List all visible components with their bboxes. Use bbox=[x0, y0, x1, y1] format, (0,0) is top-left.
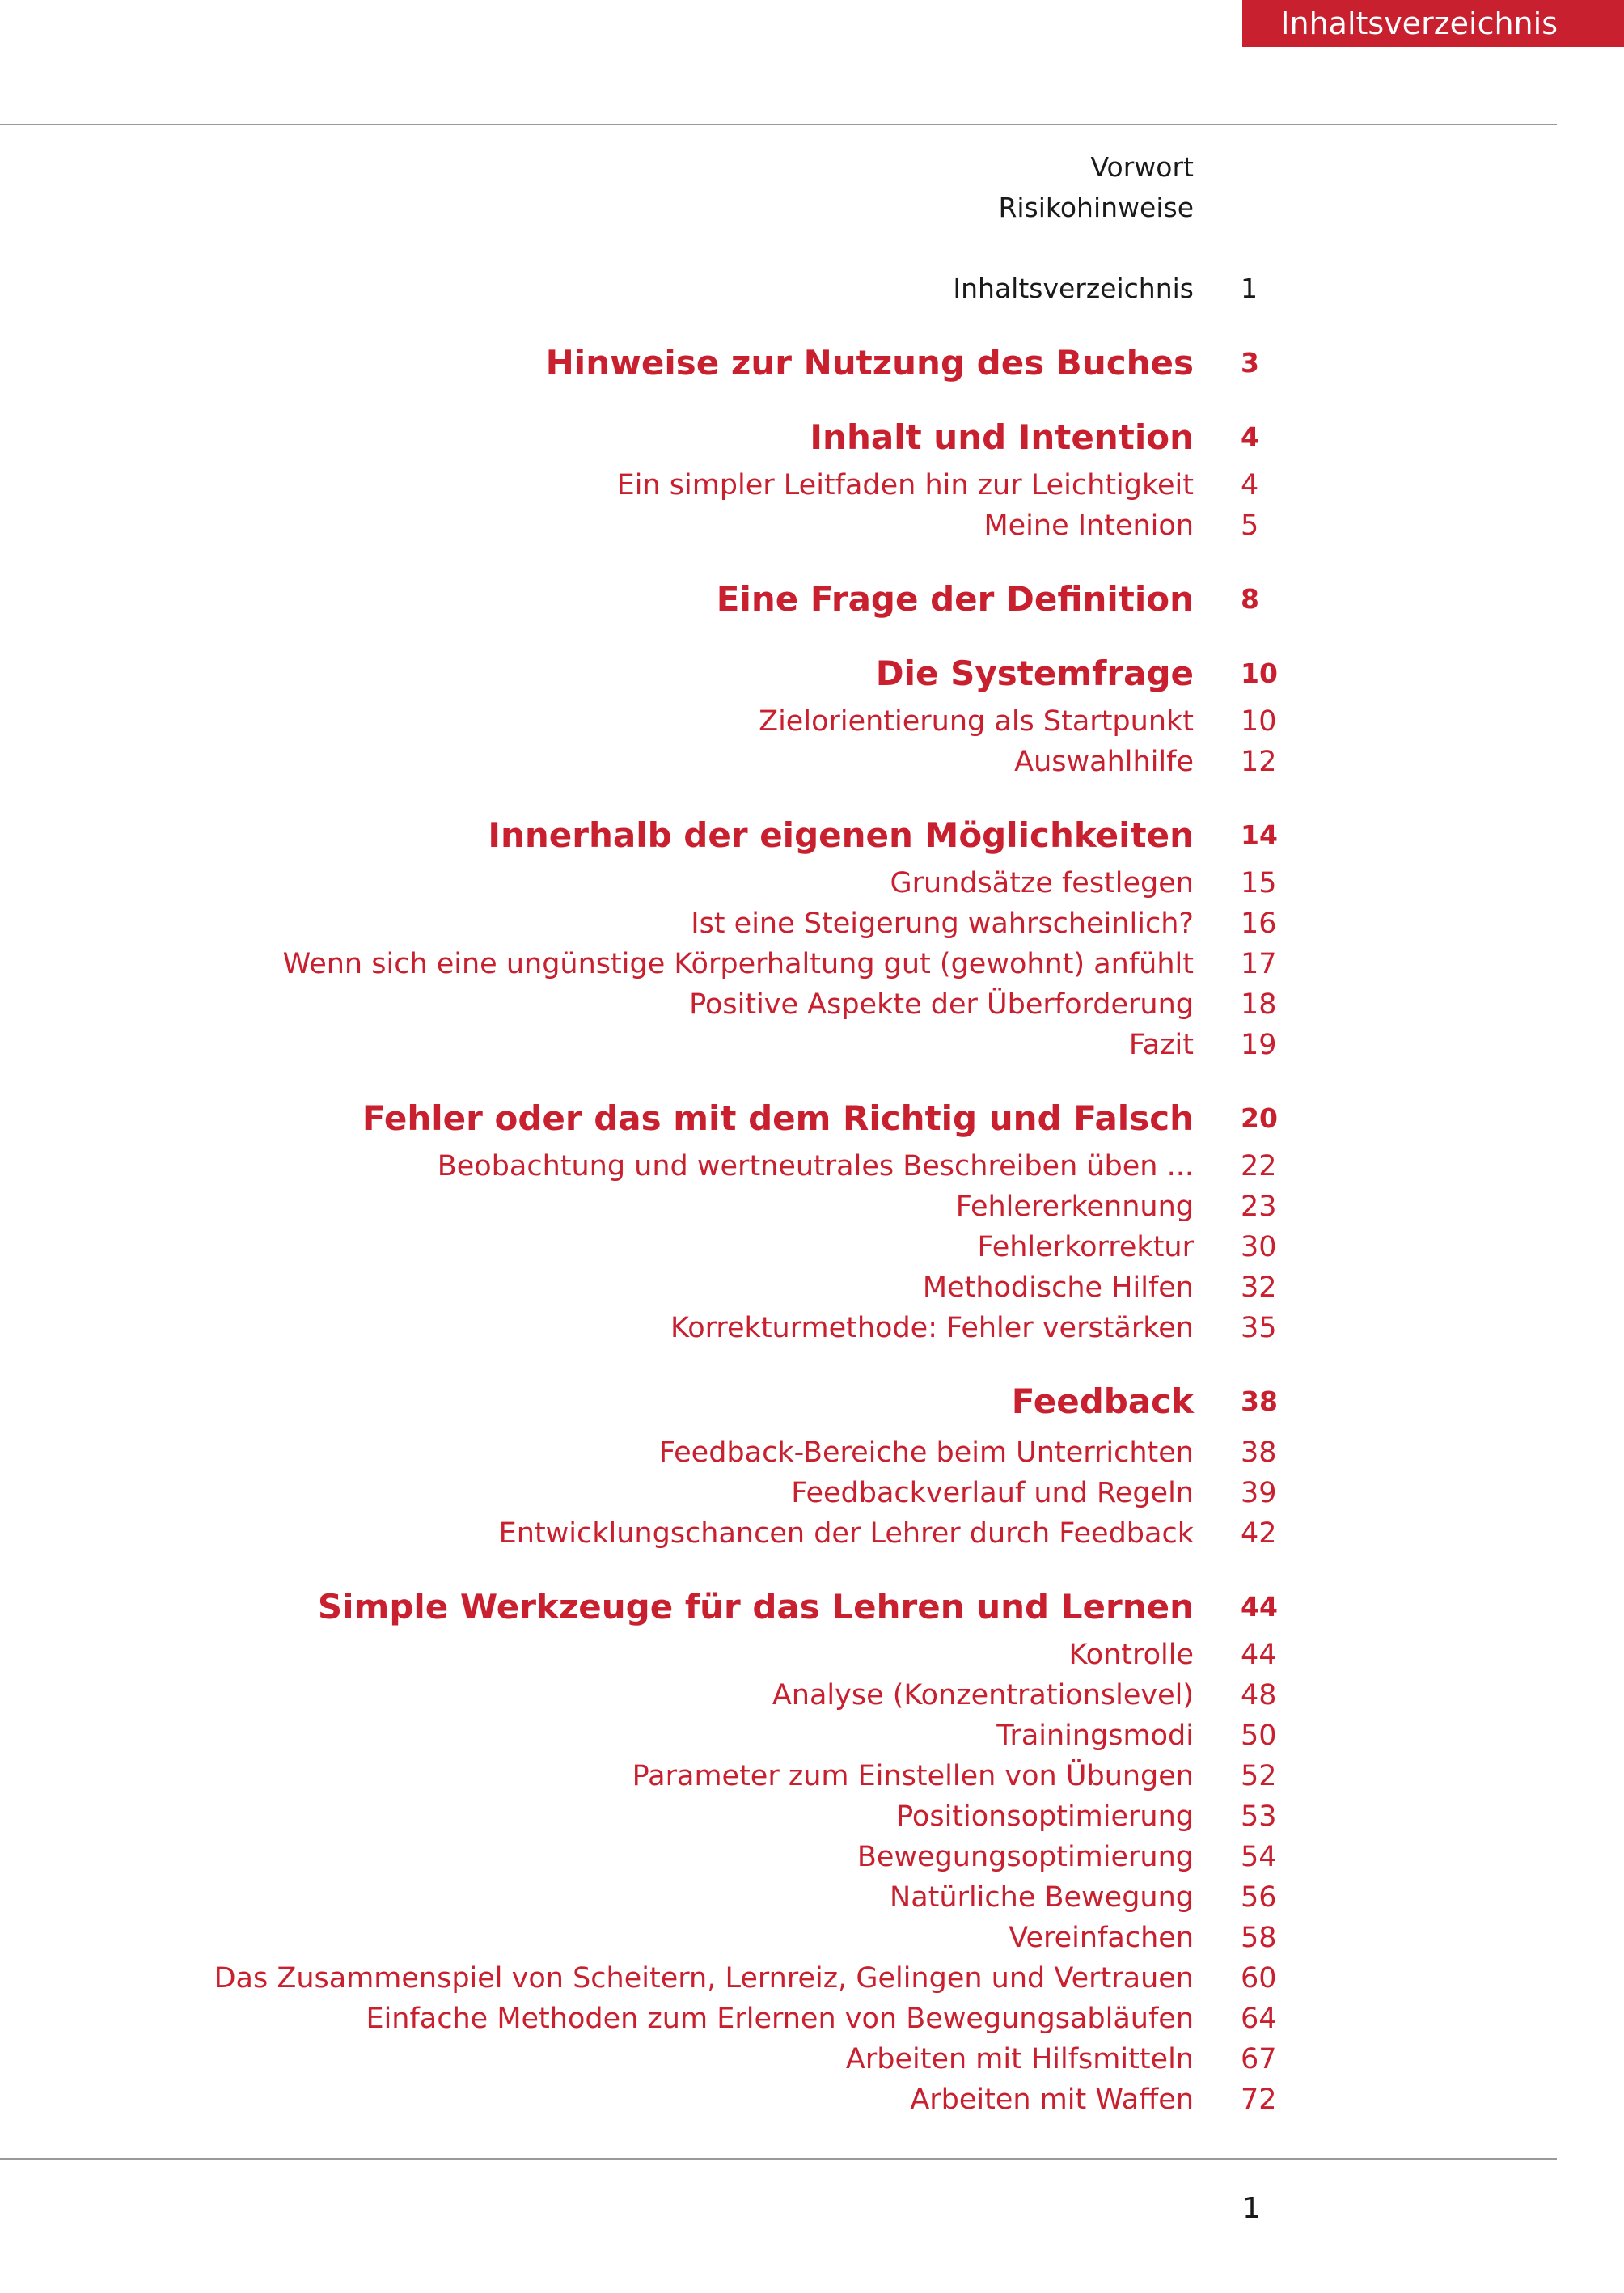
toc-subentry[interactable] bbox=[0, 464, 1270, 506]
toc-subentry[interactable] bbox=[0, 1267, 1277, 1309]
toc-chapter-title: Fehler oder das mit dem Richtig und Falsch bbox=[362, 1098, 1194, 1138]
toc-subentry-page: 15 bbox=[1241, 867, 1277, 899]
toc-subentry-title: Trainingsmodi bbox=[996, 1720, 1194, 1752]
toc-chapter-title: Inhalt und Intention bbox=[810, 417, 1194, 457]
page-number: 1 bbox=[1242, 2192, 1261, 2225]
toc-subentry[interactable] bbox=[0, 2038, 1277, 2080]
toc-subentry[interactable] bbox=[0, 1512, 1277, 1555]
toc-entry-front-matter[interactable] bbox=[0, 146, 1270, 188]
toc-subentry-page: 58 bbox=[1241, 1922, 1277, 1954]
toc-subentry-title: Feedbackverlauf und Regeln bbox=[791, 1477, 1194, 1509]
toc-subentry[interactable] bbox=[0, 1957, 1277, 1999]
toc-subentry-page: 16 bbox=[1241, 907, 1277, 940]
toc-subentry[interactable] bbox=[0, 1998, 1277, 2040]
toc-subentry[interactable] bbox=[0, 1186, 1277, 1228]
toc-subentry-title: Auswahlhilfe bbox=[1014, 746, 1194, 778]
toc-subentry-page: 10 bbox=[1241, 705, 1277, 738]
toc-subentry-title: Zielorientierung als Startpunkt bbox=[759, 705, 1194, 738]
section-header-tab bbox=[1242, 0, 1624, 47]
toc-chapter-heading[interactable] bbox=[0, 652, 1278, 694]
toc-subentry-title: Positionsoptimierung bbox=[896, 1800, 1194, 1833]
bottom-divider bbox=[0, 2158, 1557, 2160]
toc-subentry-title: Vereinfachen bbox=[1009, 1922, 1194, 1954]
toc-subentry-title: Arbeiten mit Hilfsmitteln bbox=[845, 2043, 1194, 2075]
toc-subentry-title: Positive Aspekte der Überforderung bbox=[689, 988, 1194, 1021]
toc-subentry-title: Methodische Hilfen bbox=[922, 1271, 1194, 1304]
toc-subentry-page: 22 bbox=[1241, 1150, 1277, 1182]
toc-chapter-heading[interactable] bbox=[0, 577, 1270, 620]
top-divider bbox=[0, 124, 1557, 125]
toc-subentry-page: 48 bbox=[1241, 1679, 1277, 1711]
toc-entry-page: 1 bbox=[1241, 272, 1258, 304]
toc-subentry-page: 72 bbox=[1241, 2084, 1277, 2116]
toc-subentry-page: 67 bbox=[1241, 2043, 1277, 2075]
toc-chapter-page: 4 bbox=[1241, 421, 1259, 453]
toc-chapter-page: 38 bbox=[1241, 1385, 1278, 1417]
toc-subentry[interactable] bbox=[0, 1226, 1277, 1268]
toc-chapter-heading[interactable] bbox=[0, 416, 1270, 458]
toc-subentry[interactable] bbox=[0, 1715, 1277, 1757]
toc-chapter-heading[interactable] bbox=[0, 1380, 1278, 1422]
section-title: Inhaltsverzeichnis bbox=[1280, 6, 1558, 41]
toc-chapter-title: Simple Werkzeuge für das Lehren und Lernen bbox=[317, 1586, 1194, 1627]
toc-subentry-page: 32 bbox=[1241, 1271, 1277, 1304]
toc-subentry-title: Einfache Methoden zum Erlernen von Bewegungsabläufen bbox=[366, 2003, 1194, 2035]
toc-subentry-title: Ist eine Steigerung wahrscheinlich? bbox=[691, 907, 1194, 940]
toc-subentry-title: Fehlerkorrektur bbox=[977, 1231, 1194, 1263]
toc-chapter-title: Die Systemfrage bbox=[875, 653, 1194, 693]
toc-subentry[interactable] bbox=[0, 1307, 1277, 1349]
toc-chapter-heading[interactable] bbox=[0, 1585, 1278, 1627]
toc-chapter-page: 10 bbox=[1241, 657, 1278, 689]
toc-subentry-page: 53 bbox=[1241, 1800, 1277, 1833]
toc-chapter-heading[interactable] bbox=[0, 341, 1270, 383]
toc-subentry[interactable] bbox=[0, 1876, 1277, 1919]
toc-subentry-title: Das Zusammenspiel von Scheitern, Lernreiz, Gelingen und Vertrauen bbox=[214, 1962, 1194, 1995]
toc-subentry-title: Natürliche Bewegung bbox=[890, 1881, 1194, 1914]
toc-subentry[interactable] bbox=[0, 1755, 1277, 1797]
toc-subentry-title: Ein simpler Leitfaden hin zur Leichtigkeit bbox=[616, 469, 1194, 501]
toc-subentry-title: Entwicklungschancen der Lehrer durch Feedback bbox=[498, 1517, 1194, 1550]
toc-chapter-page: 3 bbox=[1241, 346, 1259, 379]
toc-subentry[interactable] bbox=[0, 1145, 1277, 1187]
toc-chapter-page: 44 bbox=[1241, 1590, 1278, 1622]
toc-subentry-page: 4 bbox=[1241, 469, 1259, 501]
toc-subentry-page: 50 bbox=[1241, 1720, 1277, 1752]
toc-subentry[interactable] bbox=[0, 862, 1277, 904]
toc-subentry[interactable] bbox=[0, 741, 1277, 783]
toc-subentry-title: Kontrolle bbox=[1068, 1639, 1194, 1671]
toc-chapter-page: 20 bbox=[1241, 1102, 1278, 1134]
toc-subentry[interactable] bbox=[0, 1024, 1277, 1066]
toc-subentry-title: Analyse (Konzentrationslevel) bbox=[772, 1679, 1194, 1711]
toc-subentry-page: 5 bbox=[1241, 510, 1259, 542]
toc-subentry-page: 44 bbox=[1241, 1639, 1277, 1671]
toc-subentry-page: 64 bbox=[1241, 2003, 1277, 2035]
toc-subentry[interactable] bbox=[0, 1674, 1277, 1716]
toc-subentry[interactable] bbox=[0, 2079, 1277, 2121]
toc-subentry[interactable] bbox=[0, 505, 1270, 547]
toc-subentry-page: 38 bbox=[1241, 1436, 1277, 1469]
toc-subentry-page: 18 bbox=[1241, 988, 1277, 1021]
toc-subentry-page: 56 bbox=[1241, 1881, 1277, 1914]
toc-subentry[interactable] bbox=[0, 1917, 1277, 1959]
toc-subentry[interactable] bbox=[0, 1796, 1277, 1838]
toc-subentry[interactable] bbox=[0, 1472, 1277, 1514]
toc-subentry-page: 30 bbox=[1241, 1231, 1277, 1263]
toc-entry-title: Inhaltsverzeichnis bbox=[953, 272, 1194, 304]
toc-subentry-title: Feedback-Bereiche beim Unterrichten bbox=[658, 1436, 1194, 1469]
toc-subentry-title: Beobachtung und wertneutrales Beschreiben üben ... bbox=[437, 1150, 1194, 1182]
toc-subentry-page: 39 bbox=[1241, 1477, 1277, 1509]
toc-subentry-page: 19 bbox=[1241, 1029, 1277, 1061]
toc-subentry-title: Fehlererkennung bbox=[955, 1191, 1194, 1223]
toc-entry-front-matter[interactable] bbox=[0, 186, 1270, 228]
toc-chapter-title: Feedback bbox=[1011, 1381, 1194, 1421]
toc-subentry-page: 17 bbox=[1241, 948, 1277, 980]
toc-subentry-page: 60 bbox=[1241, 1962, 1277, 1995]
toc-subentry[interactable] bbox=[0, 700, 1277, 742]
toc-entry-title: Vorwort bbox=[1090, 150, 1194, 183]
toc-chapter-title: Hinweise zur Nutzung des Buches bbox=[545, 342, 1194, 383]
toc-chapter-page: 14 bbox=[1241, 819, 1278, 851]
toc-subentry[interactable] bbox=[0, 1836, 1277, 1878]
toc-subentry-page: 52 bbox=[1241, 1760, 1277, 1792]
toc-subentry-title: Bewegungsoptimierung bbox=[856, 1841, 1194, 1873]
toc-subentry-title: Korrekturmethode: Fehler verstärken bbox=[670, 1312, 1194, 1344]
toc-subentry[interactable] bbox=[0, 903, 1277, 945]
toc-chapter-title: Innerhalb der eigenen Möglichkeiten bbox=[488, 814, 1194, 855]
toc-chapter-heading[interactable] bbox=[0, 1097, 1278, 1139]
toc-subentry-title: Meine Intenion bbox=[983, 510, 1194, 542]
toc-subentry-page: 12 bbox=[1241, 746, 1277, 778]
toc-entry-front-matter[interactable] bbox=[0, 267, 1270, 309]
toc-subentry[interactable] bbox=[0, 984, 1277, 1026]
toc-subentry-page: 42 bbox=[1241, 1517, 1277, 1550]
toc-subentry-page: 35 bbox=[1241, 1312, 1277, 1344]
toc-subentry-page: 54 bbox=[1241, 1841, 1277, 1873]
toc-subentry-title: Wenn sich eine ungünstige Körperhaltung gut (gewohnt) anfühlt bbox=[282, 948, 1194, 980]
toc-chapter-heading[interactable] bbox=[0, 814, 1278, 856]
toc-subentry-title: Arbeiten mit Waffen bbox=[910, 2084, 1194, 2116]
toc-subentry-title: Grundsätze festlegen bbox=[890, 867, 1194, 899]
toc-subentry-title: Fazit bbox=[1128, 1029, 1194, 1061]
toc-subentry[interactable] bbox=[0, 943, 1277, 985]
toc-subentry[interactable] bbox=[0, 1432, 1277, 1474]
toc-entry-title: Risikohinweise bbox=[998, 191, 1194, 223]
toc-chapter-title: Eine Frage der Definition bbox=[716, 578, 1194, 619]
toc-subentry-page: 23 bbox=[1241, 1191, 1277, 1223]
toc-subentry-title: Parameter zum Einstellen von Übungen bbox=[632, 1760, 1194, 1792]
toc-chapter-page: 8 bbox=[1241, 582, 1259, 615]
toc-subentry[interactable] bbox=[0, 1634, 1277, 1676]
